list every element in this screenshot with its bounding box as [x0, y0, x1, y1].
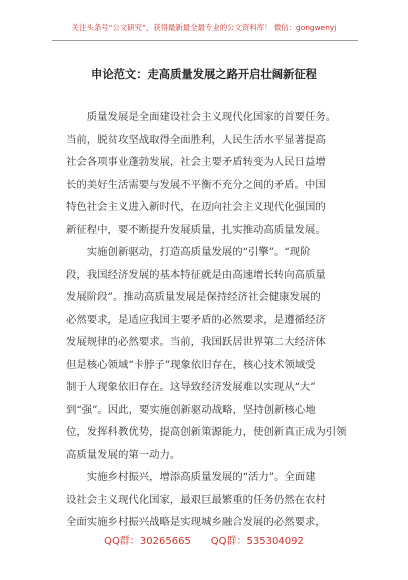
body-line: 到“强”。因此，要实施创新驱动战略，坚持创新核心地 [66, 403, 316, 416]
body-line: 制于人现象依旧存在。这导致经济发展难以实现从“大” [66, 381, 316, 393]
body-line: 特色社会主义进入新时代，在迈向社会主义现代化强国的 [66, 201, 326, 213]
body-line: 长的美好生活需要与发展不平衡不充分之间的矛盾。中国 [66, 178, 326, 191]
body-line: 设社会主义现代化国家，最艰巨最繁重的任务仍然在农村 [66, 493, 326, 506]
body-line: 当前，脱贫攻坚战取得全面胜利，人民生活水平显著提高 [66, 133, 326, 146]
body-line: 实施乡村振兴，增添高质量发展的“活力”。全面建 [66, 471, 316, 483]
body-line: 发展阶段”。推动高质量发展是保持经济社会健康发展的 [66, 291, 321, 303]
body-line: 高质量发展的第一动力。 [66, 448, 181, 461]
page-header: 关注头条号“公文研究”，获得最新最全最专业的公文资料库！ 微信：gongwenyj [71, 23, 337, 32]
body-line: 质量发展是全面建设社会主义现代化国家的首要任务。 [66, 111, 337, 123]
body-text [66, 106, 352, 534]
body-line: 实施创新驱动，打造高质量发展的“引擎”。“现阶 [66, 246, 311, 258]
document-title: 申论范文：走高质量发展之路开启壮阔新征程 [91, 68, 317, 81]
page-footer: QQ群：30265665 QQ群：535304092 [104, 536, 304, 547]
body-line: 但是核心领域“卡脖子”现象依旧存在，核心技术领域受 [66, 358, 316, 371]
body-line: 全面实施乡村振兴战略是实现城乡融合发展的必然要求， [66, 516, 326, 528]
body-line: 位，发挥科教优势，提高创新策源能力，使创新真正成为引领 [66, 426, 347, 438]
body-line: 必然要求，是适应我国主要矛盾的必然要求，是遵循经济 [66, 313, 326, 326]
body-line: 社会各项事业蓬勃发展，社会主要矛盾转变为人民日益增 [66, 156, 326, 168]
header-divider [52, 40, 358, 41]
body-line: 新征程中，要不断提升发展质量，扎实推动高质量发展。 [66, 223, 326, 236]
body-line: 段，我国经济发展的基本特征就是由高速增长转向高质量 [66, 268, 326, 281]
body-line: 发展规律的必然要求。当前，我国跃居世界第二大经济体 [66, 336, 326, 348]
